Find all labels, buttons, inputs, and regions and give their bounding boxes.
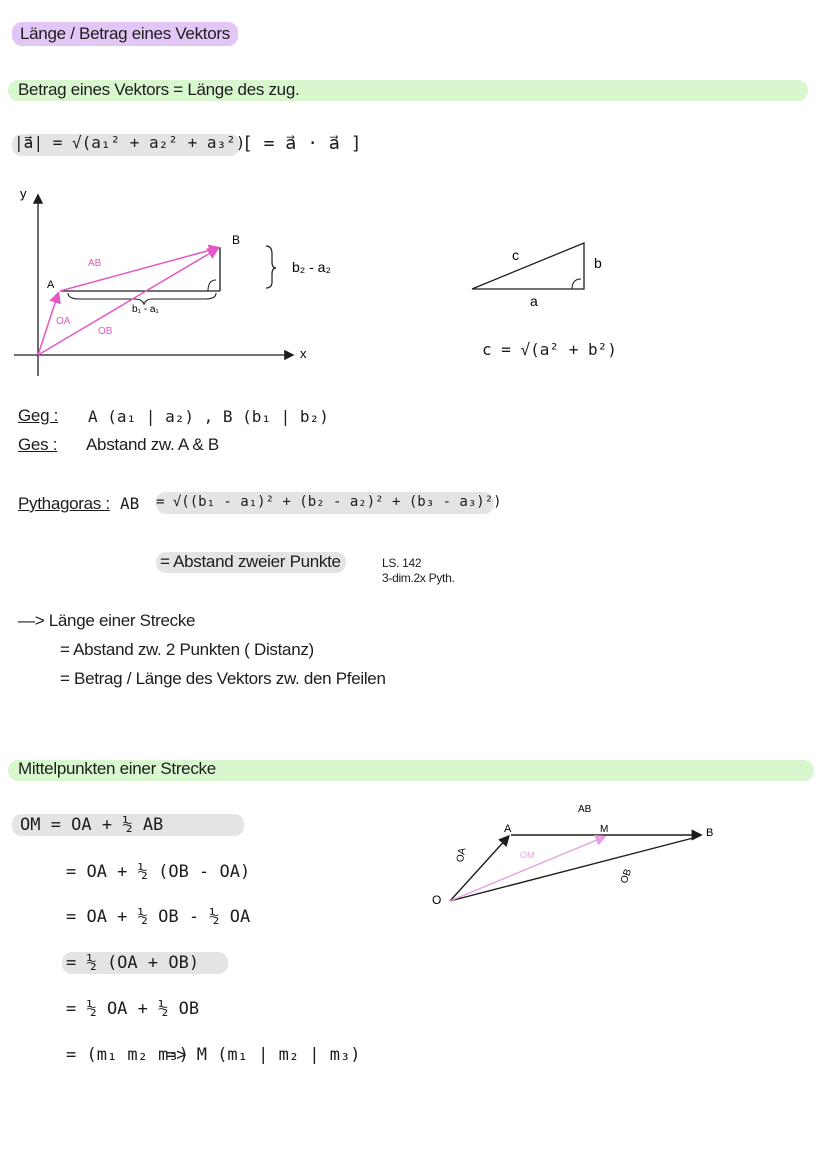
- geg-value: A (a₁ | a₂) , B (b₁ | b₂): [88, 407, 329, 426]
- vector-ab-label: AB: [88, 258, 102, 269]
- vector-oa: [38, 294, 58, 355]
- x-axis-label: x: [300, 346, 307, 361]
- pythagoras-label: Pythagoras :: [18, 494, 110, 513]
- dx-label: b₁ - a₁: [132, 304, 159, 315]
- vector-ab-label-2: AB: [578, 804, 592, 815]
- midpoint-eq1: OM = OA + ½ AB: [20, 815, 164, 835]
- section1-heading: Betrag eines Vektors = Länge des zug.: [18, 80, 300, 99]
- ges-label: Ges :: [18, 435, 58, 454]
- page-title: Länge / Betrag eines Vektors: [12, 22, 238, 46]
- vector-om-label-2: OM: [520, 850, 535, 860]
- point-a-label-2: A: [504, 823, 512, 835]
- note-line1: LS. 142: [382, 556, 422, 570]
- vector-ob-label: OB: [98, 326, 113, 337]
- midpoint-eq2: = OA + ½ (OB - OA): [66, 862, 251, 882]
- triangle-side-a: a: [530, 293, 538, 309]
- midpoint-diagram: [420, 790, 740, 920]
- pythagoras-result: = Abstand zweier Punkte: [160, 552, 341, 571]
- pythagoras-triangle-formula: c = √(a² + b²): [482, 340, 617, 359]
- vector-ob-label-2: OB: [618, 867, 635, 885]
- point-b-label: B: [232, 233, 241, 247]
- point-a-label: A: [47, 279, 55, 291]
- triangle-side-b: b: [594, 255, 602, 271]
- pythagoras-lhs: AB: [120, 494, 140, 513]
- pythagoras-formula: = √((b₁ - a₁)² + (b₂ - a₂)² + (b₃ - a₃)²): [156, 494, 502, 510]
- point-b-label-2: B: [706, 827, 714, 839]
- right-triangle: [460, 236, 630, 316]
- y-axis-label: y: [20, 186, 27, 201]
- note-line2: 3-dim.2x Pyth.: [382, 571, 455, 585]
- strecke-line2: = Abstand zw. 2 Punkten ( Distanz): [60, 640, 314, 659]
- vector-ab: [60, 248, 218, 291]
- vector-oa-2: [450, 837, 508, 901]
- coordinate-diagram: [0, 180, 380, 380]
- strecke-line3: = Betrag / Länge des Vektors zw. den Pfeilen: [60, 669, 386, 688]
- vector-om-2: [450, 837, 604, 901]
- dy-label: b₂ - a₂: [292, 259, 331, 275]
- vector-ob: [38, 249, 217, 355]
- midpoint-eq5: = ½ OA + ½ OB: [66, 999, 200, 1019]
- dot-product-formula: [ = a⃗ · a⃗ ]: [242, 133, 362, 154]
- vector-oa-label: OA: [56, 316, 71, 327]
- strecke-line1: —> Länge einer Strecke: [18, 611, 196, 630]
- vector-oa-label-2: OA: [455, 846, 469, 864]
- ges-value: Abstand zw. A & B: [86, 435, 219, 454]
- vector-length-formula: |a⃗| = √(a₁² + a₂² + a₃²): [14, 133, 246, 152]
- geg-label: Geg :: [18, 406, 59, 425]
- midpoint-eq6-vector: = (m₁ m₂ m₃): [66, 1045, 189, 1065]
- triangle-side-c: c: [512, 247, 519, 263]
- point-m-label: M: [600, 824, 609, 835]
- midpoint-eq4: = ½ (OA + OB): [66, 953, 200, 973]
- midpoint-eq6-result: => M (m₁ | m₂ | m₃): [166, 1045, 361, 1065]
- section2-heading: Mittelpunkten einer Strecke: [18, 759, 216, 778]
- vector-ob-2: [450, 837, 697, 901]
- midpoint-eq3: = OA + ½ OB - ½ OA: [66, 907, 251, 927]
- point-o-label: O: [432, 893, 442, 907]
